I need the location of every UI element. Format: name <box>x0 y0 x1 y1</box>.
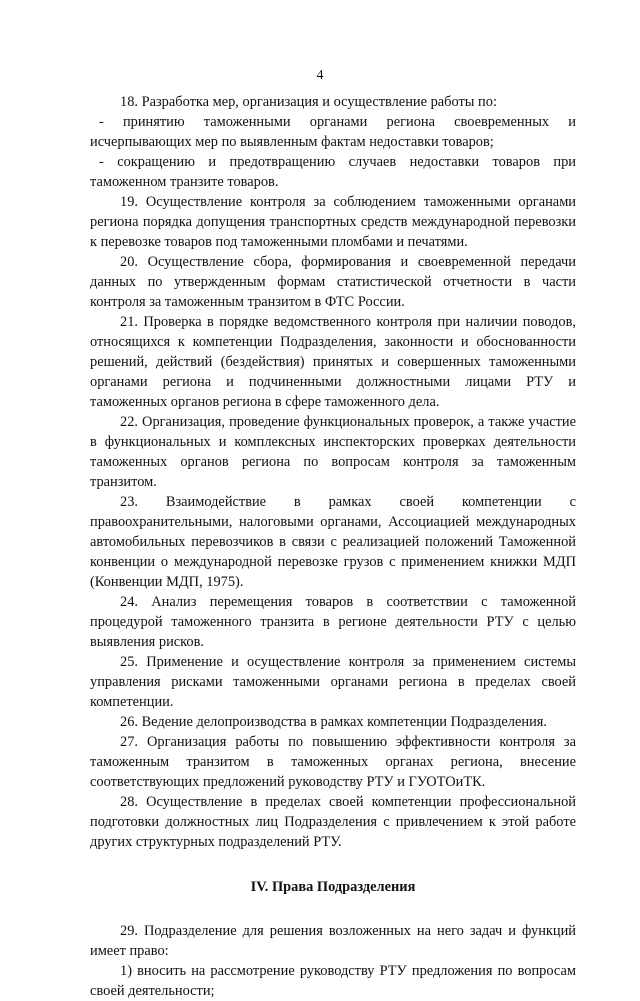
paragraph: 24. Анализ перемещения товаров в соответствии с таможенной процедурой таможенного транзита в регионе деятельности РТУ с целью выявления рисков. <box>90 594 576 650</box>
paragraphs-before-section <box>90 92 576 852</box>
paragraph: 22. Организация, проведение функциональных проверок, а также участие в функциональных и комплексных инспекторских проверках деятельности таможенных органов региона по вопросам контроля за таможенным транзитом. <box>90 414 576 490</box>
paragraph: 20. Осуществление сбора, формирования и своевременной передачи данных по утвержденным формам статистической отчетности в части контроля за таможенным транзитом в ФТС России. <box>90 254 576 310</box>
paragraph: 19. Осуществление контроля за соблюдением таможенными органами региона порядка допущения транспортных средств международной перевозки к перевозке товаров под таможенными пломбами и печатями. <box>90 194 576 250</box>
paragraph: 21. Проверка в порядке ведомственного контроля при наличии поводов, относящихся к компетенции Подразделения, законности и обоснованности решений, действий (бездействия) принятых и совершенных таможенными органами региона и подчиненными должностными лицами РТУ и таможенных органов региона в сфере таможенного дела. <box>90 314 576 410</box>
paragraph: - сокращению и предотвращению случаев недоставки товаров при таможенном транзите товаров. <box>90 154 576 190</box>
paragraph: 27. Организация работы по повышению эффективности контроля за таможенным транзитом в таможенных органах региона, внесение соответствующих предложений руководству РТУ и ГУОТОиТК. <box>90 734 576 790</box>
paragraphs-after-section <box>90 921 576 1001</box>
document-body <box>90 92 576 1001</box>
paragraph: 25. Применение и осуществление контроля за применением системы управления рисками таможенными органами региона в пределах своей компетенции. <box>90 654 576 710</box>
paragraph: 29. Подразделение для решения возложенных на него задач и функций имеет право: <box>90 923 576 959</box>
paragraph: 1) вносить на рассмотрение руководству РТУ предложения по вопросам своей деятельности; <box>90 963 576 999</box>
paragraph: 18. Разработка мер, организация и осуществление работы по: <box>120 94 497 110</box>
paragraph: 28. Осуществление в пределах своей компетенции профессиональной подготовки должностных лиц Подразделения с привлечением к этой работе других структурных подразделений РТУ. <box>90 794 576 850</box>
page-number: 4 <box>316 68 324 83</box>
section-heading: IV. Права Подразделения <box>250 879 416 895</box>
paragraph: - принятию таможенными органами региона своевременных и исчерпывающих мер по выявленным фактам недоставки товаров; <box>90 114 576 150</box>
paragraph: 23. Взаимодействие в рамках своей компетенции с правоохранительными, налоговыми органами, Ассоциацией международных автомобильных перевозчиков в связи с реализацией положений Таможенной конвенции о международной перевозке грузов с применением книжки МДП (Конвенции МДП, 1975). <box>90 494 576 590</box>
paragraph: 26. Ведение делопроизводства в рамках компетенции Подразделения. <box>120 714 547 730</box>
